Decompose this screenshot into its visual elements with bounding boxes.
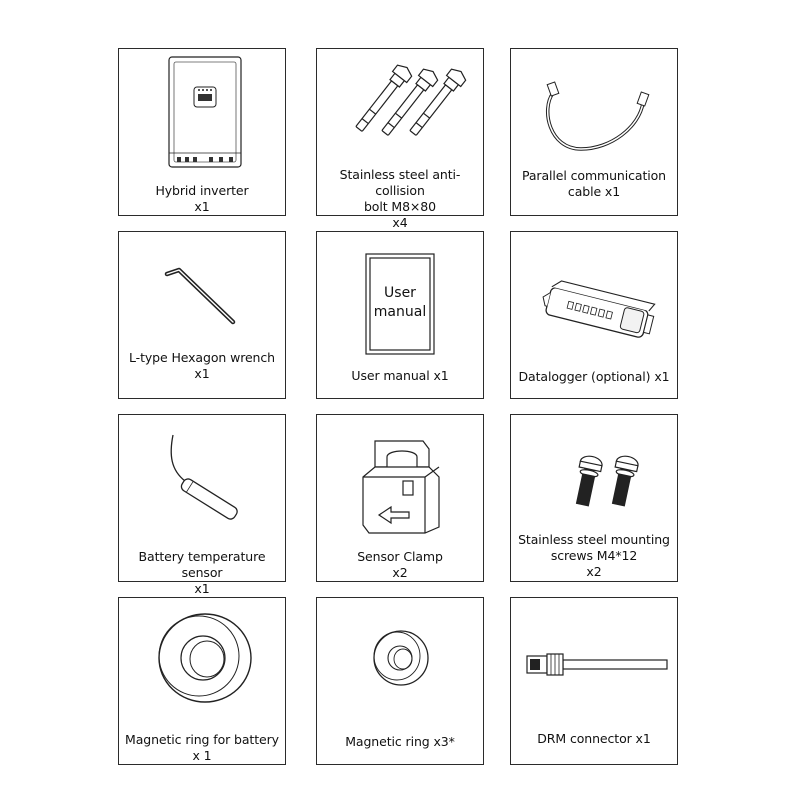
item-label-line: x2 [586,564,602,579]
item-label-line: screws M4*12 [550,548,638,563]
item-card-drm-connector [510,597,678,765]
item-label-line: x1 [194,581,210,596]
item-label-line: bolt M8×80 [363,199,437,214]
item-card-user-manual [316,231,484,399]
item-card-magnetic-ring [316,597,484,765]
item-card-hybrid-inverter [118,48,286,216]
item-label-line: Stainless steel anti-collision [339,167,461,198]
item-label-line: User manual x1 [351,368,449,383]
manual-cover-line: manual [373,304,427,320]
item-label-line: Magnetic ring for battery [125,732,279,747]
item-label-line: x1 [194,199,210,214]
item-card-hex-wrench [118,231,286,399]
item-label-line: x1 [194,366,210,381]
item-label-line: Magnetic ring x3* [345,734,455,749]
item-label-line: Parallel communication [522,168,666,183]
item-label-line: cable x1 [567,184,621,199]
item-card-temp-sensor [118,414,286,596]
item-card-mounting-screws [510,414,678,582]
item-label-line: Hybrid inverter [155,183,249,198]
item-card-magnetic-ring-battery [118,597,286,765]
item-card-datalogger [510,231,678,399]
item-label-line: x4 [392,215,408,230]
item-card-parallel-cable [510,48,678,216]
item-label-line: Stainless steel mounting [518,532,670,547]
item-label-line: Datalogger (optional) x1 [518,369,670,384]
item-card-anti-collision-bolt [316,48,484,230]
item-label-line: Sensor Clamp [357,549,443,564]
item-label-line: L-type Hexagon wrench [129,350,275,365]
manual-cover-line: User [384,285,416,301]
manual-cover-text [317,284,483,322]
item-label-line: Battery temperature sensor [138,549,266,580]
item-label-line: x 1 [192,748,212,763]
item-label-line: DRM connector x1 [537,731,651,746]
item-label-line: x2 [392,565,408,580]
item-card-sensor-clamp [316,414,484,582]
